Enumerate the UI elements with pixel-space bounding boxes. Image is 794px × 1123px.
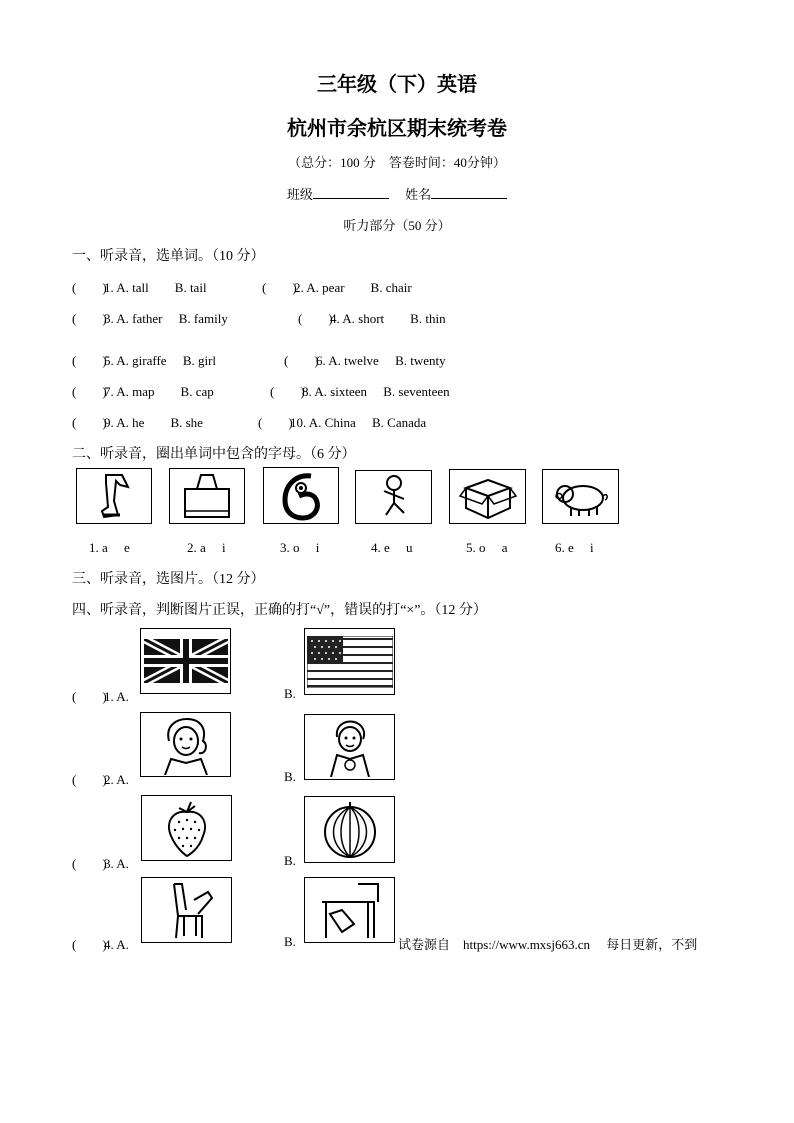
desk-icon [312, 880, 388, 940]
question-1 [72, 277, 207, 296]
picture-card [140, 628, 231, 694]
option-b-label: B. [284, 934, 296, 949]
answer-paren[interactable]: ( ) [72, 856, 107, 871]
question-text: 9. A. he B. she [104, 415, 203, 430]
judge-question-2 [72, 769, 129, 788]
question-text: 10. A. China B. Canada [290, 415, 427, 430]
class-label: 班级 [286, 187, 313, 202]
question-9 [72, 412, 203, 431]
leg-foot-icon [84, 471, 144, 521]
pig-icon [549, 472, 613, 522]
picture-card [140, 712, 231, 777]
strawberry-icon [157, 798, 217, 858]
question-text: 7. A. map B. cap [104, 384, 214, 399]
picture-card [542, 469, 619, 524]
answer-paren[interactable]: ( ) [72, 415, 107, 430]
woman-icon [151, 715, 221, 775]
boy-icon [315, 717, 385, 777]
question-8 [270, 381, 450, 400]
answer-paren[interactable]: ( ) [284, 353, 319, 368]
picture-card [449, 469, 526, 524]
uk-flag-icon [144, 639, 228, 683]
judge-question-3 [72, 853, 129, 872]
picture-card [263, 467, 339, 524]
picture-card [304, 714, 395, 780]
picture-card [355, 470, 432, 524]
question-6 [284, 350, 446, 369]
watermelon-icon [320, 800, 380, 860]
question-text: 2. A. pear B. chair [294, 280, 412, 295]
answer-paren[interactable]: ( ) [72, 353, 107, 368]
letter-choice-6: 6. e i [555, 540, 594, 555]
answer-paren[interactable]: ( ) [72, 937, 107, 952]
section4-heading: 四、听录音，判断图片正误，正确的打“√”，错误的打“×”。（12 分） [72, 603, 487, 618]
us-flag-icon [307, 636, 393, 688]
name-label: 姓名 [405, 187, 432, 202]
question-text: 6. A. twelve B. twenty [316, 353, 446, 368]
listening-part-label: 听力部分（50 分） [343, 218, 451, 233]
letter-choice-5: 5. o a [466, 540, 508, 555]
option-a-label: 1. A. [104, 689, 129, 704]
question-text: 8. A. sixteen B. seventeen [302, 384, 450, 399]
picture-card [304, 877, 395, 943]
picture-card [76, 468, 152, 524]
option-a-label: 3. A. [104, 856, 129, 871]
question-4 [298, 308, 446, 327]
exam-info: （总分：100 分 答卷时间：40分钟） [288, 155, 506, 170]
judge-question-4 [72, 934, 129, 953]
question-3 [72, 308, 228, 327]
answer-paren[interactable]: ( ) [72, 280, 107, 295]
page-title: 三年级（下）英语 [317, 74, 477, 96]
picture-card [141, 877, 232, 943]
question-2 [262, 277, 412, 296]
option-b-label: B. [284, 686, 296, 701]
answer-paren[interactable]: ( ) [258, 415, 293, 430]
section1-heading: 一、听录音，选单词。（10 分） [72, 249, 265, 264]
section3-heading: 三、听录音，选图片。（12 分） [72, 572, 265, 587]
answer-paren[interactable]: ( ) [72, 689, 107, 704]
picture-card [141, 795, 232, 861]
picture-card [169, 468, 245, 524]
answer-paren[interactable]: ( ) [298, 311, 333, 326]
judge-question-1 [72, 686, 129, 705]
question-text: 5. A. giraffe B. girl [104, 353, 217, 368]
option-b-label: B. [284, 853, 296, 868]
question-text: 1. A. tall B. tail [104, 280, 207, 295]
option-a-label: 2. A. [104, 772, 129, 787]
question-7 [72, 381, 214, 400]
section2-heading: 二、听录音，圈出单词中包含的字母。（6 分） [72, 447, 356, 462]
picture-card [304, 796, 395, 863]
bag-icon [175, 471, 239, 521]
exam-subtitle: 杭州市余杭区期末统考卷 [287, 118, 507, 140]
question-text: 3. A. father B. family [104, 311, 228, 326]
answer-paren[interactable]: ( ) [72, 772, 107, 787]
source-note[interactable]: 试卷源自 https://www.mxsj663.cn 每日更新，不到 [398, 937, 698, 952]
number-six-icon [271, 470, 331, 522]
answer-paren[interactable]: ( ) [270, 384, 305, 399]
running-boy-icon [364, 473, 424, 521]
question-5 [72, 350, 216, 369]
answer-paren[interactable]: ( ) [262, 280, 297, 295]
name-blank [431, 186, 507, 199]
class-name-line [0, 184, 794, 203]
letter-choice-4: 4. e u [371, 540, 413, 555]
answer-paren[interactable]: ( ) [72, 384, 107, 399]
chair-icon [152, 880, 222, 940]
letter-choice-3: 3. o i [280, 540, 320, 555]
option-b-label: B. [284, 769, 296, 784]
question-10 [258, 412, 426, 431]
letter-choice-2: 2. a i [187, 540, 226, 555]
question-text: 4. A. short B. thin [330, 311, 446, 326]
box-icon [456, 472, 520, 522]
letter-choice-1: 1. a e [89, 540, 130, 555]
answer-paren[interactable]: ( ) [72, 311, 107, 326]
class-blank [313, 186, 389, 199]
option-a-label: 4. A. [104, 937, 129, 952]
picture-card [304, 628, 395, 695]
